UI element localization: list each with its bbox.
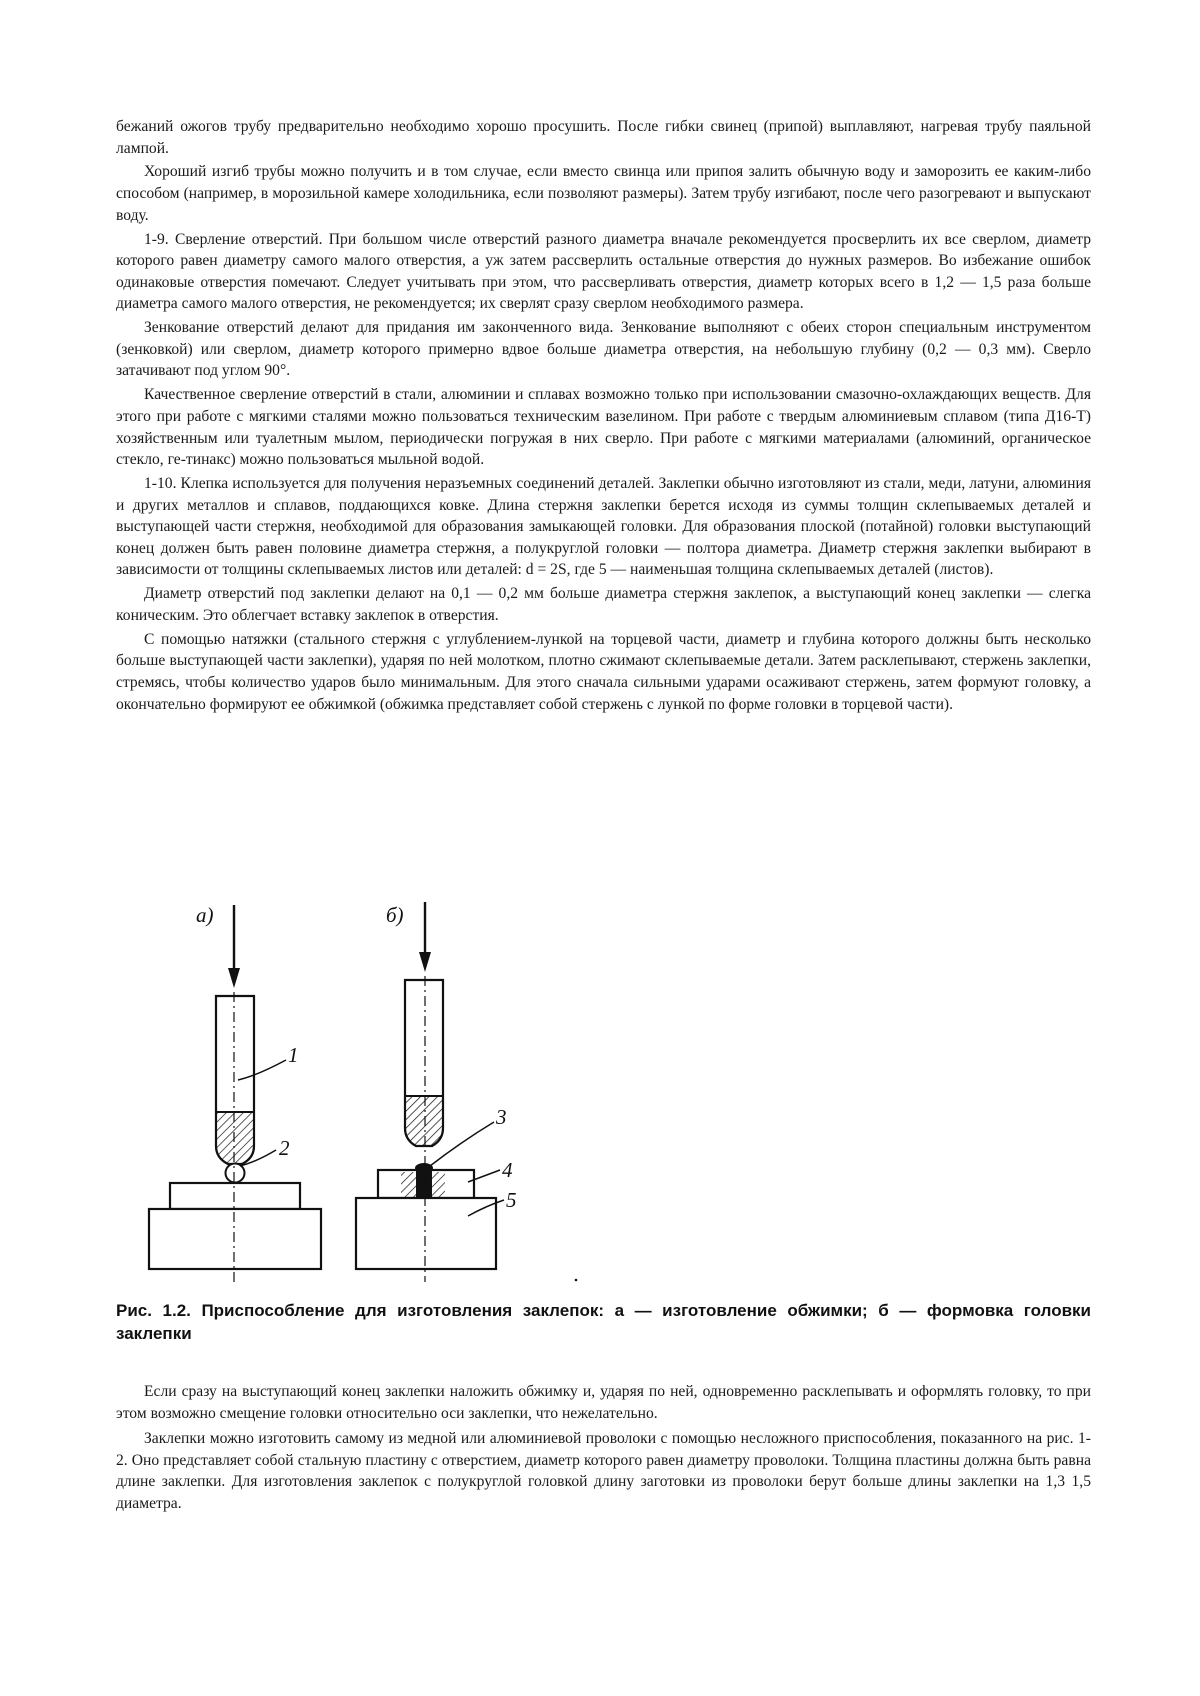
paragraph: бежаний ожогов трубу предварительно необходимо хорошо просушить. После гибки свинец (припой) выплавляют, нагревая трубу паяльной лампой. bbox=[116, 118, 1091, 157]
paragraph: Зенкование отверстий делают для придания им законченного вида. Зенкование выполняют с обеих сторон специальным инструментом (зенковкой) или сверлом, диаметр которого примерно вдвое больше диаметра отверстия, на небольшую глубину (0,2 — 0,3 мм). Сверло затачивают под углом 90°. bbox=[116, 319, 1091, 380]
base-b bbox=[356, 1198, 496, 1269]
paragraph: Диаметр отверстий под заклепки делают на 0,1 — 0,2 мм больше диаметра стержня заклепок, а выступающий конец заклепки — слегка коническим. Это облегчает вставку заклепок в отверстия. bbox=[116, 585, 1091, 624]
arrowhead-b bbox=[419, 952, 431, 972]
paragraph: 1-10. Клепка используется для получения неразъемных соединений деталей. Заклепки обычно изготовляют из стали, меди, латуни, алюминия и других металлов и сплавов, поддающихся ковке. Длина стержня заклепки берется исходя из суммы толщин склепываемых деталей и выступающей части стержня, необходимой для образования замыкающей головки. Для образования плоской (потайной) головки выступающий конец должен быть равен половине диаметра стержня, а полукруглой головки — полтора диаметра. Диаметр стержня заклепки выбирают в зависимости от толщины склепываемых листов или деталей: d = 2S, где 5 — наименьшая толщина склепываемых деталей (листов). bbox=[116, 474, 1091, 579]
paragraph: Если сразу на выступающий конец заклепки наложить обжимку и, ударяя по ней, одновременно расклепывать и оформлять головку, то при этом возможно смещение головки относительно оси заклепки, что нежелательно. bbox=[116, 1383, 1091, 1422]
punch-tip-hatch-b bbox=[405, 1096, 443, 1146]
diagram-a bbox=[149, 903, 321, 1282]
diagram-b bbox=[356, 902, 517, 1282]
arrowhead-a bbox=[228, 968, 240, 988]
paragraph: 1-9. Сверление отверстий. При большом числе отверстий разного диаметра вначале рекомендуется просверлить их все сверлом, диаметр которого равен диаметру самого малого отверстия, а уж затем рассверлить остальные отверстия до нужных размеров. Во избежание ошибок одинаковые отверстия помечают. Следует учитывать при этом, что рассверливать отверстия, диаметр которых всего в 1,2 — 1,5 раза больше диаметра самого малого отверстия, не рекомендуется; их сверлят сразу сверлом необходимого размера. bbox=[116, 230, 1091, 313]
part-label-5: 5 bbox=[506, 1188, 517, 1212]
rivet-ball-a bbox=[226, 1164, 245, 1183]
rivet-fixture-drawing bbox=[116, 900, 1091, 1295]
label-b: б) bbox=[386, 903, 404, 927]
label-a: а) bbox=[196, 903, 214, 927]
part-label-4: 4 bbox=[502, 1158, 513, 1182]
part-label-3: 3 bbox=[496, 1105, 507, 1129]
punch-tip-hatch-a bbox=[216, 1112, 254, 1164]
stray-dot bbox=[575, 1279, 578, 1282]
paragraph: Качественное сверление отверстий в стали, алюминии и сплавах возможно только при использовании смазочно-охлаждающих веществ. Для этого при работе с мягкими сталями можно пользоваться техническим вазелином. При работе с твердым алюминиевым сплавом (типа Д16-Т) хозяйственным или туалетным мылом, периодически погружая в них сверло. При работе с мягкими материалами (алюминий, органическое стекло, ге-тинакс) можно пользоваться мыльной водой. bbox=[116, 386, 1091, 469]
rivet-head-b bbox=[415, 1163, 433, 1173]
paragraph: Заклепки можно изготовить самому из медной или алюминиевой проволоки с помощью несложного приспособления, показанного на рис. 1-2. Оно представляет собой стальную пластину с отверстием, диаметр которого равен диаметру проволоки. Толщина пластины должна быть равна длине заклепки. Для изготовления заклепок с полукруглой головкой длину заготовки из проволоки берут больше длины заклепки на 1,3 1,5 диаметра. bbox=[116, 1430, 1091, 1512]
paragraph: Хороший изгиб трубы можно получить и в том случае, если вместо свинца или припоя залить обычную воду и заморозить ее каким-либо способом (например, в морозильной камере холодильника, если позволяют размеры). Затем трубу изгибают, после чего разогревают и выпускают воду. bbox=[116, 163, 1091, 224]
text-block-bottom bbox=[116, 1381, 1091, 1519]
part-label-1: 1 bbox=[288, 1043, 299, 1067]
base-a bbox=[149, 1209, 321, 1269]
figure-caption: Рис. 1.2. Приспособление для изготовления заклепок: а — изготовление обжимки; б — формовка головки заклепки bbox=[116, 1301, 1091, 1343]
figure-rivet-fixture bbox=[116, 900, 1091, 1343]
text-block-top bbox=[116, 116, 1091, 717]
part-label-2: 2 bbox=[279, 1136, 290, 1160]
plate-a bbox=[170, 1183, 300, 1209]
paragraph: С помощью натяжки (стального стержня с углублением-лункой на торцевой части, диаметр и глубина которого должны быть несколько больше выступающей части заклепки), ударяя по ней молотком, плотно сжимают склепываемые детали. Затем расклепывают, стержень заклепки, стремясь, чтобы количество ударов было минимальным. Для этого сначала сильными ударами осаживают стержень, затем формуют головку, а окончательно формируют ее обжимкой (обжимка представляет собой стержень с лункой по форме головки в торцевой части). bbox=[116, 630, 1091, 713]
